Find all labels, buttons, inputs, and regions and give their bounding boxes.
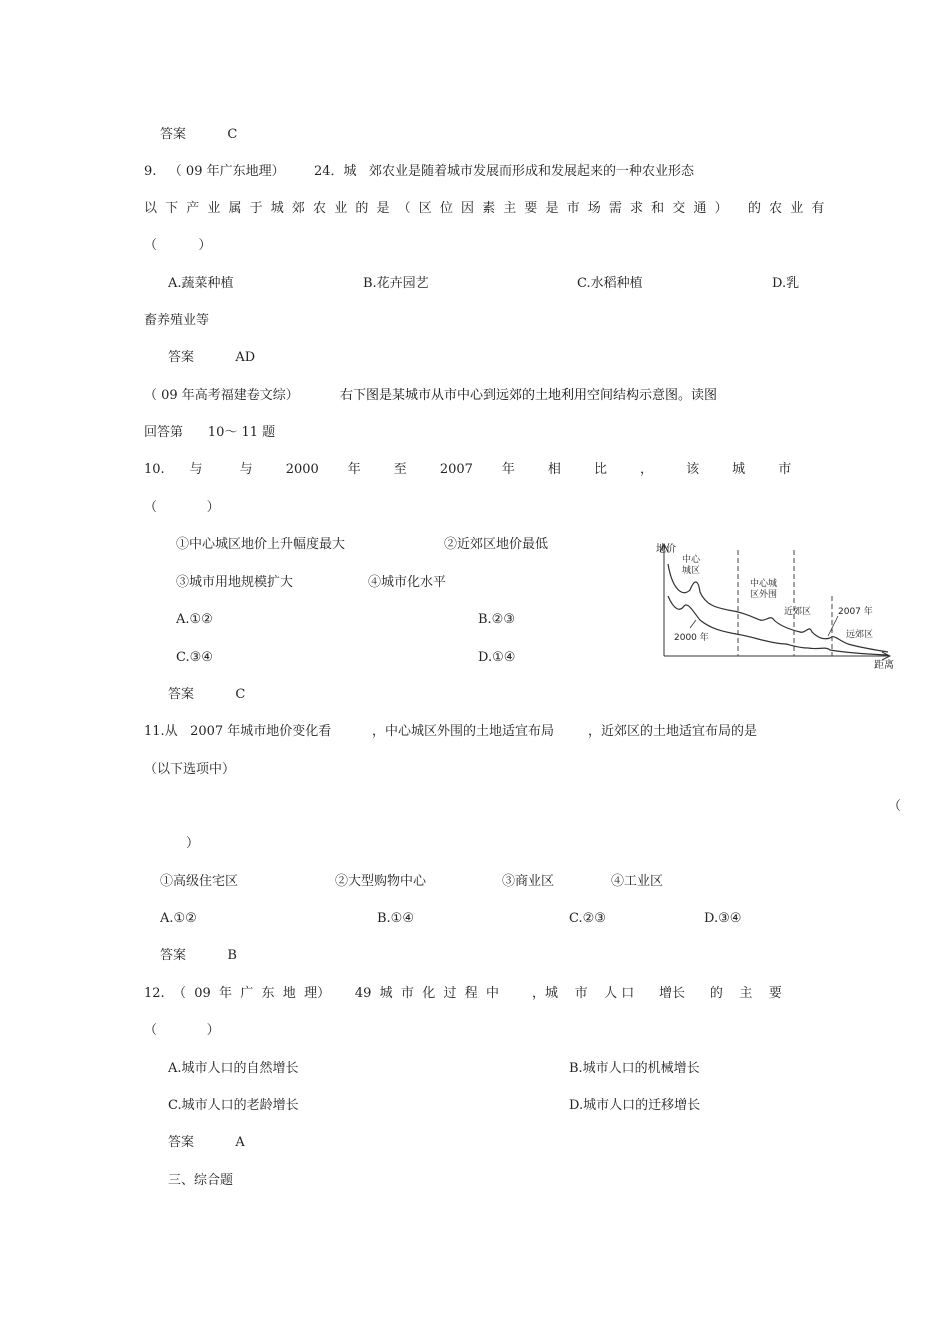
answer-8: 答案 C bbox=[160, 127, 238, 142]
question-9-bracket: （ ） bbox=[144, 238, 212, 253]
q10-option-d: D.①④ bbox=[478, 650, 516, 665]
question-11-bracket-close: ） bbox=[186, 836, 200, 851]
leader-2000 bbox=[690, 620, 696, 628]
q12-option-d: D.城市人口的迁移增长 bbox=[569, 1098, 701, 1113]
q9-option-d-cont: 畜养殖业等 bbox=[144, 313, 210, 328]
q10-option-b: B.②③ bbox=[478, 612, 515, 627]
question-11-stem-4: （以下选项中） bbox=[144, 762, 236, 777]
zone-near-suburb: 近郊区 bbox=[784, 607, 812, 617]
q10-option-a: A.①② bbox=[176, 612, 213, 627]
answer-10: 答案 C bbox=[168, 687, 246, 702]
q10-statement-3: ③城市用地规模扩大 bbox=[176, 575, 294, 590]
question-11-stem-2: ，中心城区外围的土地适宜布局 bbox=[372, 724, 555, 739]
land-price-figure bbox=[652, 536, 900, 670]
answer-12: 答案 A bbox=[168, 1135, 245, 1150]
zone-far-suburb: 远郊区 bbox=[846, 630, 874, 640]
q11-option-b: B.①④ bbox=[377, 911, 414, 926]
q11-option-d: D.③④ bbox=[704, 911, 742, 926]
curve-2000-label: 2000 年 bbox=[674, 633, 709, 643]
question-12-bracket: （ ） bbox=[144, 1023, 220, 1038]
leader-2007 bbox=[828, 616, 838, 636]
q10-option-c: C.③④ bbox=[176, 650, 213, 665]
x-axis-label: 距离 bbox=[874, 660, 894, 670]
q9-option-a: A.蔬菜种植 bbox=[168, 276, 234, 291]
intro-range: 回答第 10～ 11 题 bbox=[144, 425, 276, 440]
q9-option-d: D.乳 bbox=[772, 276, 800, 291]
answer-11: 答案 B bbox=[160, 948, 237, 963]
q10-statement-4: ④城市化水平 bbox=[368, 575, 447, 590]
y-axis-label: 地价 bbox=[656, 544, 676, 555]
zone-center-a: 中心 bbox=[682, 555, 701, 565]
zone-outer-a: 中心城 bbox=[750, 579, 778, 589]
question-9-stem-2: 以 下 产 业 属 于 城 郊 农 业 的 是 （ 区 位 因 素 主 要 是 市 场 需 求 和 交 通 ） 的 农 业 有 bbox=[144, 201, 827, 216]
answer-9: 答案 AD bbox=[168, 350, 256, 365]
question-11-bracket-open: （ bbox=[888, 799, 902, 814]
q11-statement-2: ②大型购物中心 bbox=[335, 874, 427, 889]
zone-outer-b: 区外围 bbox=[750, 590, 778, 600]
question-11-stem: 11.从 2007 年城市地价变化看 bbox=[144, 724, 332, 739]
q11-statement-1: ①高级住宅区 bbox=[160, 874, 239, 889]
q9-option-c: C.水稻种植 bbox=[577, 276, 643, 291]
q11-option-a: A.①② bbox=[160, 911, 197, 926]
q10-statement-2: ②近郊区地价最低 bbox=[444, 537, 549, 552]
question-10-stem: 10. 与 与 2000 年 至 2007 年 相 比 ， 该 城 市 bbox=[144, 462, 792, 477]
q12-option-b: B.城市人口的机械增长 bbox=[569, 1061, 700, 1076]
q10-statement-1: ①中心城区地价上升幅度最大 bbox=[176, 537, 346, 552]
zone-center-b: 城区 bbox=[682, 566, 701, 576]
q12-option-c: C.城市人口的老龄增长 bbox=[168, 1098, 299, 1113]
q11-statement-4: ④工业区 bbox=[611, 874, 664, 889]
q9-option-b: B.花卉园艺 bbox=[363, 276, 429, 291]
q11-option-c: C.②③ bbox=[569, 911, 606, 926]
question-10-bracket: （ ） bbox=[144, 500, 220, 515]
question-9-number: 9. （ 09 年广东地理） bbox=[144, 164, 285, 179]
question-12-stem: 12. （ 09 年 广 东 地 理） 49 城 市 化 过 程 中 ，城 市 人 口 增长 的 主 要 bbox=[144, 986, 782, 1001]
question-9-stem: 24．城 郊农业是随着城市发展而形成和发展起来的一种农业形态 bbox=[314, 164, 694, 179]
question-11-stem-3: ，近郊区的土地适宜布局的是 bbox=[588, 724, 758, 739]
curve-2007-label: 2007 年 bbox=[838, 607, 873, 617]
section-heading: 三、综合题 bbox=[168, 1173, 234, 1188]
intro-source: （ 09 年高考福建卷文综） bbox=[144, 388, 299, 403]
q11-statement-3: ③商业区 bbox=[502, 874, 555, 889]
q12-option-a: A.城市人口的自然增长 bbox=[168, 1061, 299, 1076]
intro-text: 右下图是某城市从市中心到远郊的土地利用空间结构示意图。读图 bbox=[340, 388, 718, 403]
